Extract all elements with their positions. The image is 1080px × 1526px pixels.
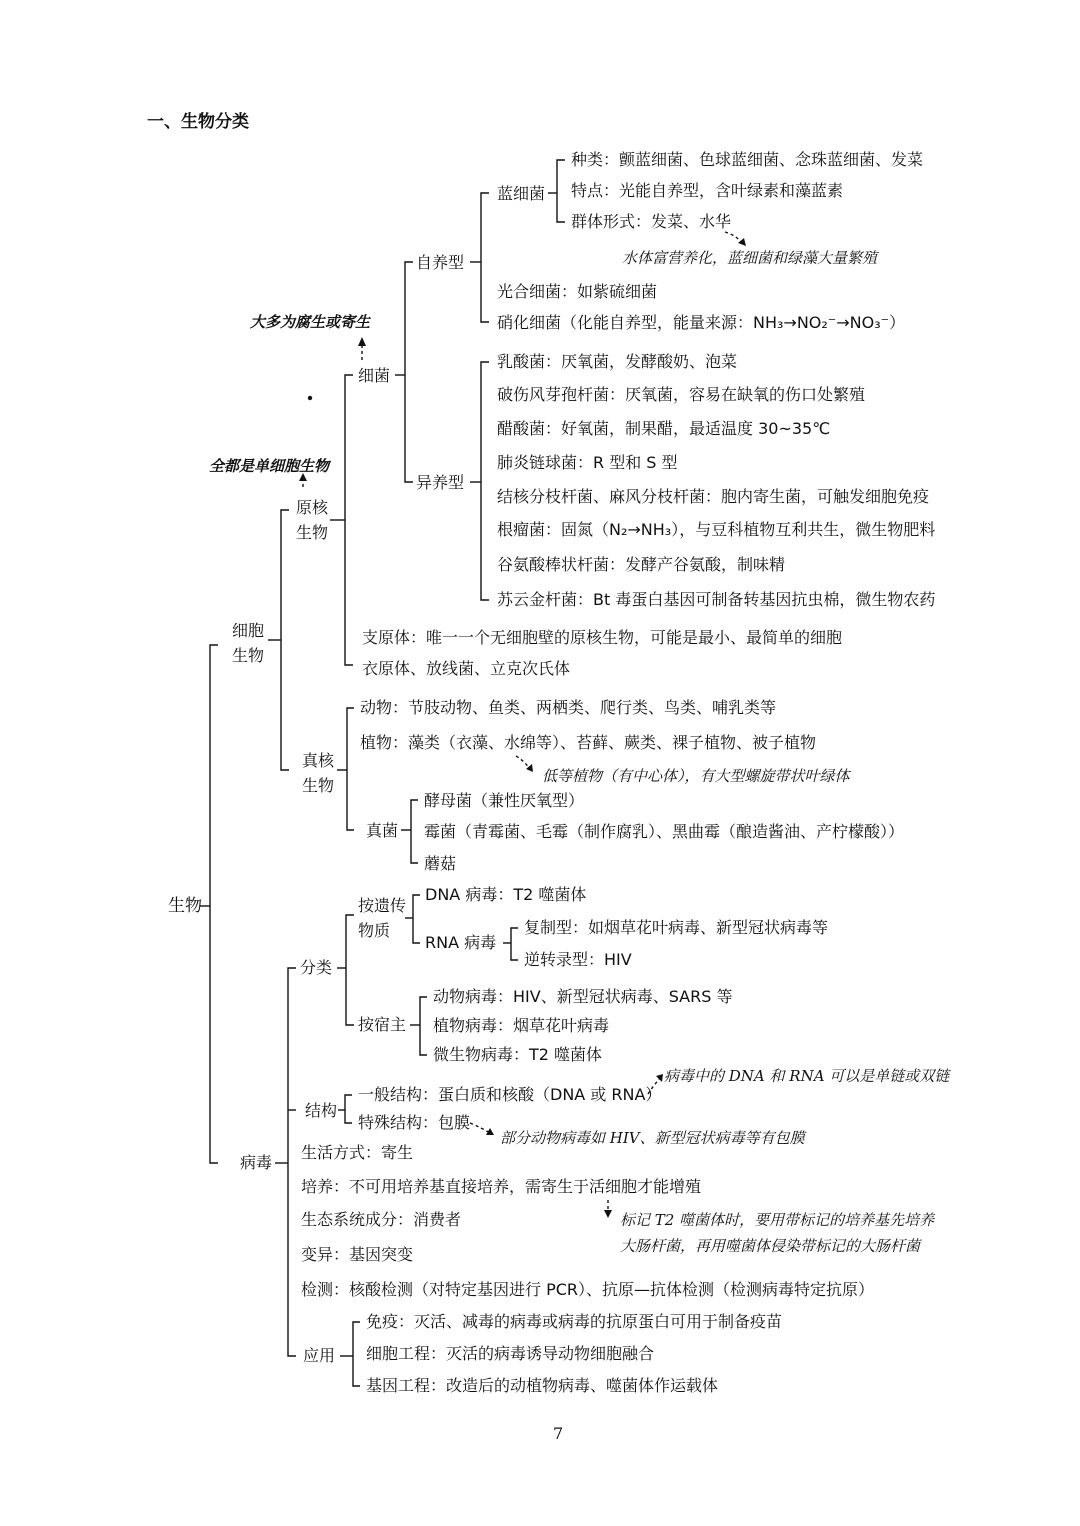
host-item: 植物病毒：烟草花叶病毒 [433, 1016, 610, 1035]
culture: 培养：不可用培养基直接培养，需寄生于活细胞才能增殖 [301, 1177, 702, 1196]
animals: 动物：节肢动物、鱼类、两栖类、爬行类、鸟类、哺乳类等 [360, 698, 777, 717]
node-fungi: 真菌 [366, 821, 399, 840]
note-unicellular: 全都是单细胞生物 [209, 457, 330, 475]
hetero-item: 苏云金杆菌：Bt 毒蛋白基因可制备转基因抗虫棉，微生物农药 [497, 590, 936, 609]
application-item: 基因工程：改造后的动植物病毒、噬菌体作运载体 [366, 1376, 719, 1395]
page-number: 7 [553, 1424, 564, 1443]
cyan-item: 特点：光能自养型，含叶绿素和藻蓝素 [571, 181, 844, 200]
application-item: 免疫：灭活、减毒的病毒或病毒的抗原蛋白可用于制备疫苗 [366, 1312, 783, 1331]
note-water-bloom: 水体富营养化，蓝细菌和绿藻大量繁殖 [622, 249, 878, 267]
node-virus: 病毒 [240, 1153, 273, 1172]
cyan-item: 群体形式：发菜、水华 [571, 212, 732, 231]
hetero-item: 破伤风芽孢杆菌：厌氧菌，容易在缺氧的伤口处繁殖 [497, 385, 866, 404]
lifestyle: 生活方式：寄生 [301, 1143, 414, 1162]
node-cyanobacteria: 蓝细菌 [497, 184, 546, 203]
node-eukaryote: 真核 生物 [302, 751, 335, 795]
hetero-item: 结核分枝杆菌、麻风分枝杆菌：胞内寄生菌，可触发细胞免疫 [497, 487, 930, 506]
host-item: 动物病毒：HIV、新型冠状病毒、SARS 等 [433, 987, 733, 1006]
node-structure: 结构 [305, 1101, 338, 1120]
node-prokaryote: 原核 生物 [296, 498, 329, 542]
node-cellular-organism: 细胞 生物 [232, 621, 265, 665]
application-item: 细胞工程：灭活的病毒诱导动物细胞融合 [366, 1344, 655, 1363]
note-t2-line2: 大肠杆菌，再用噬菌体侵染带标记的大肠杆菌 [620, 1237, 921, 1255]
hetero-item: 乳酸菌：厌氧菌，发酵酸奶、泡菜 [497, 352, 738, 371]
special-structure: 特殊结构：包膜 [358, 1113, 471, 1132]
host-item: 微生物病毒：T2 噬菌体 [433, 1045, 603, 1064]
variation: 变异：基因突变 [301, 1245, 414, 1264]
ecosystem-role: 生态系统成分：消费者 [301, 1210, 462, 1229]
note-envelope: 部分动物病毒如 HIV、新型冠状病毒等有包膜 [500, 1129, 805, 1147]
hetero-item: 谷氨酸棒状杆菌：发酵产谷氨酸，制味精 [497, 555, 786, 574]
fungi-item: 蘑菇 [424, 854, 457, 873]
node-by-host: 按宿主 [358, 1015, 407, 1034]
hetero-item: 醋酸菌：好氧菌，制果醋，最适温度 30~35℃ [497, 419, 831, 438]
note-lower-plants: 低等植物（有中心体），有大型螺旋带状叶绿体 [542, 767, 850, 785]
cyan-item: 种类：颤蓝细菌、色球蓝细菌、念珠蓝细菌、发菜 [571, 150, 924, 169]
hetero-item: 肺炎链球菌：R 型和 S 型 [497, 453, 678, 472]
note-strand: 病毒中的 DNA 和 RNA 可以是单链或双链 [664, 1067, 950, 1085]
retro-type: 逆转录型：HIV [524, 950, 632, 969]
section-title: 一、生物分类 [147, 112, 249, 132]
plants: 植物：藻类（衣藻、水绵等）、苔藓、蕨类、裸子植物、被子植物 [360, 733, 817, 752]
node-heterotroph: 异养型 [416, 473, 465, 492]
fungi-item: 霉菌（青霉菌、毛霉（制作腐乳）、黑曲霉（酿造酱油、产柠檬酸）） [424, 822, 905, 841]
node-application: 应用 [303, 1346, 336, 1365]
node-organism: 生物 [168, 896, 202, 916]
hetero-item: 根瘤菌：固氮（N₂→NH₃），与豆科植物互利共生，微生物肥料 [497, 520, 936, 539]
detection: 检测：核酸检测（对特定基因进行 PCR）、抗原—抗体检测（检测病毒特定抗原） [301, 1280, 875, 1299]
node-by-genetic-material: 按遗传 物质 [358, 896, 407, 940]
node-bacteria: 细菌 [358, 366, 391, 385]
node-autotroph: 自养型 [416, 253, 465, 272]
rna-virus: RNA 病毒 [425, 933, 497, 952]
general-structure: 一般结构：蛋白质和核酸（DNA 或 RNA） [358, 1085, 662, 1104]
replicative-type: 复制型：如烟草花叶病毒、新型冠状病毒等 [524, 918, 829, 937]
node-classification: 分类 [300, 958, 333, 977]
mycoplasma: 支原体：唯一一个无细胞壁的原核生物，可能是最小、最简单的细胞 [362, 628, 843, 647]
fungi-item: 酵母菌（兼性厌氧型） [424, 791, 585, 810]
chlamydia: 衣原体、放线菌、立克次氏体 [362, 659, 571, 678]
note-saprophytic: 大多为腐生或寄生 [250, 313, 371, 331]
nitrifying-bacteria: 硝化细菌（化能自养型，能量来源：NH₃→NO₂⁻→NO₃⁻） [497, 313, 906, 332]
photosynthetic-bacteria: 光合细菌：如紫硫细菌 [497, 282, 658, 301]
dna-virus: DNA 病毒：T2 噬菌体 [425, 885, 587, 904]
note-t2-line1: 标记 T2 噬菌体时，要用带标记的培养基先培养 [620, 1211, 935, 1229]
